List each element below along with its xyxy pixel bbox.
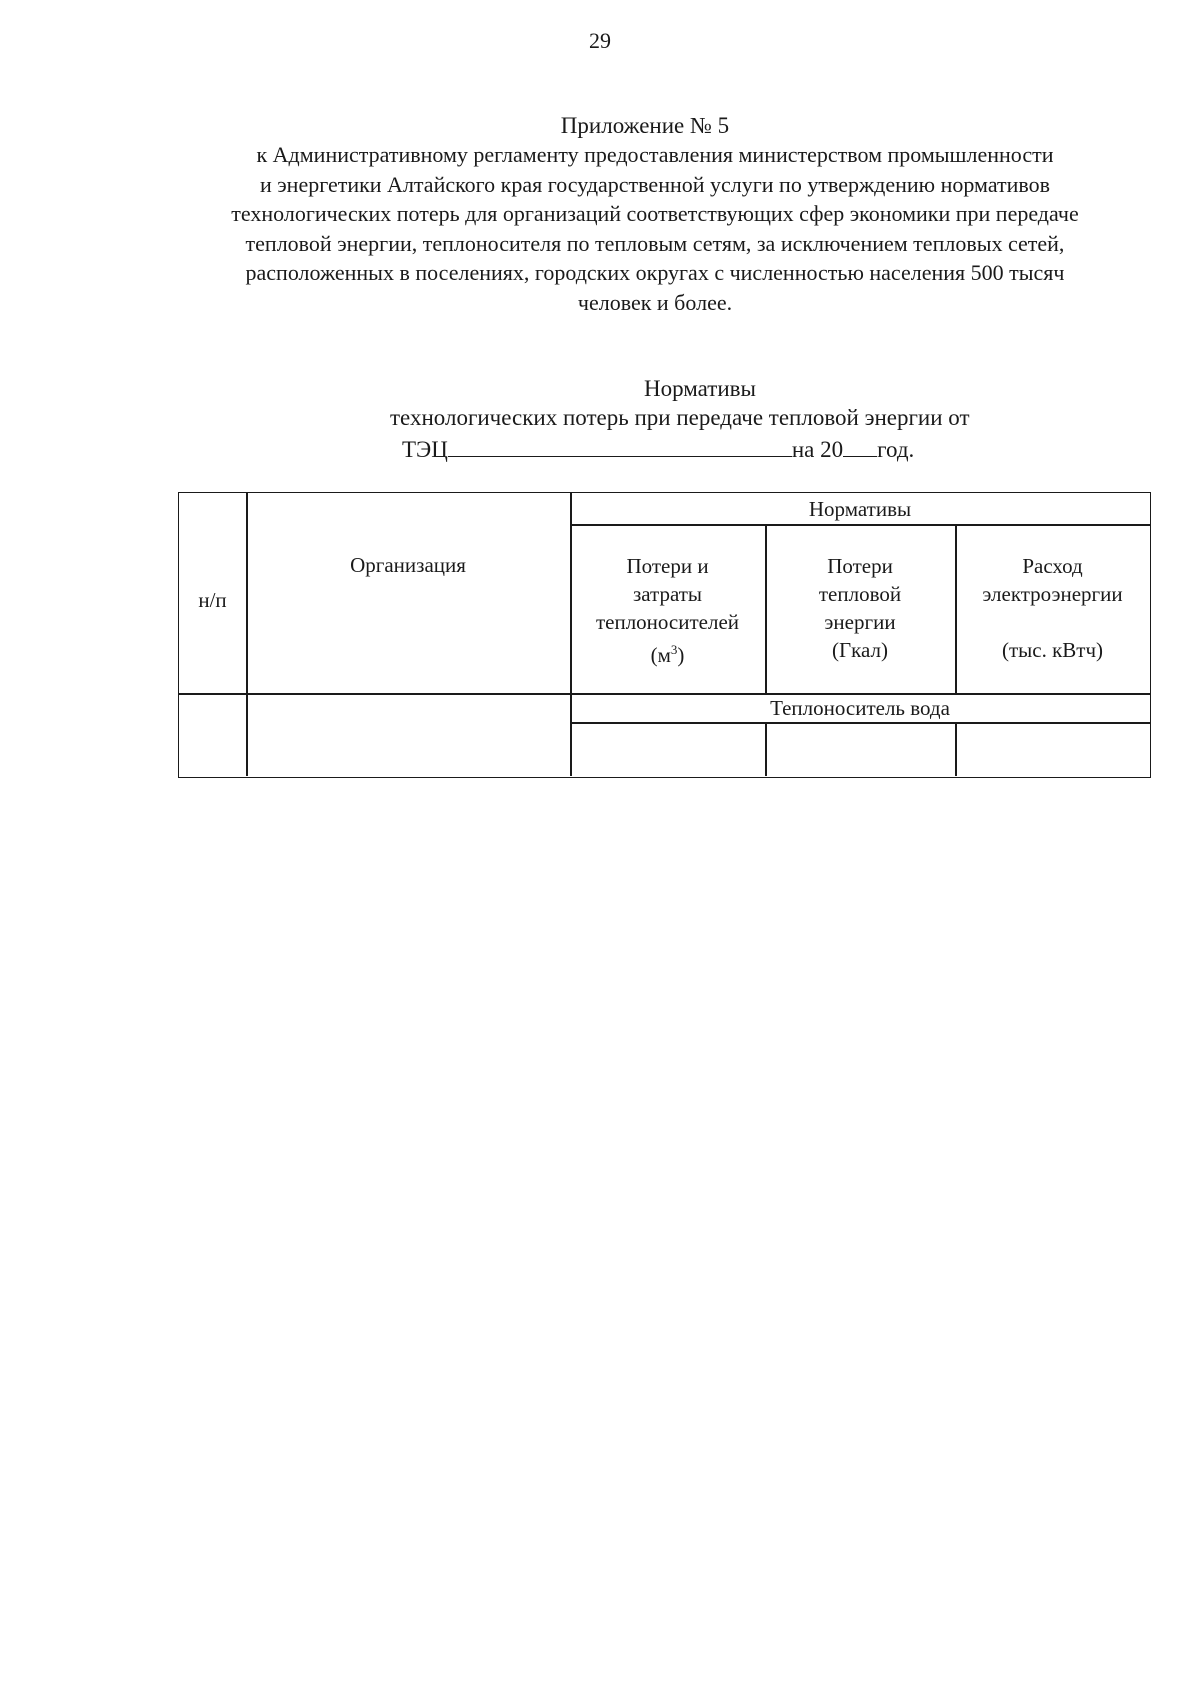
header-organization: Организация [350,553,466,577]
header-power-consumption: Расход электроэнергии (тыс. кВтч) [982,554,1123,662]
norms-year-prefix: на 20 [791,437,844,462]
appendix-line: к Административному регламенту предоставления министерством промышленности [256,142,1054,167]
norms-year-suffix: год. [877,437,915,462]
table-divider [765,723,767,776]
norms-title: Нормативы [644,376,756,401]
appendix-line: расположенных в поселениях, городских округах с численностью населения 500 тысяч [245,260,1065,285]
norms-source-prefix: ТЭЦ [402,437,448,462]
norms-source-line [402,434,914,463]
year-blank-field [843,434,877,457]
table-divider [246,493,248,776]
row-heat-carrier-water: Теплоноситель вода [770,696,950,720]
header-carrier-losses: Потери и затраты теплоносителей $(м^3)$ [570,552,765,669]
appendix-title: Приложение № 5 [560,113,730,138]
appendix-line: тепловой энергии, теплоносителя по тепловым сетям, за исключением тепловых сетей, [245,230,1065,256]
table-divider [955,723,957,776]
table-divider [570,524,1150,526]
norms-table [178,492,1151,778]
carrier-losses-unit: $(м^3)$ [650,642,685,667]
source-blank-field [448,434,792,457]
header-np: н/п [198,588,227,612]
page-number: 29 [589,28,611,53]
appendix-line: и энергетики Алтайского края государственной услуги по утверждению нормативов [259,171,1051,197]
table-divider [570,722,1150,724]
appendix-description [180,140,1130,317]
norms-subtitle: технологических потерь при передаче тепловой энергии от [390,405,970,430]
header-norms-group: Нормативы [808,497,912,521]
appendix-line: человек и более. [577,289,733,315]
header-heat-losses: Потери тепловой энергии (Гкал) [818,554,902,662]
appendix-line: технологических потерь для организаций соответствующих сфер экономики при передаче [231,201,1079,226]
